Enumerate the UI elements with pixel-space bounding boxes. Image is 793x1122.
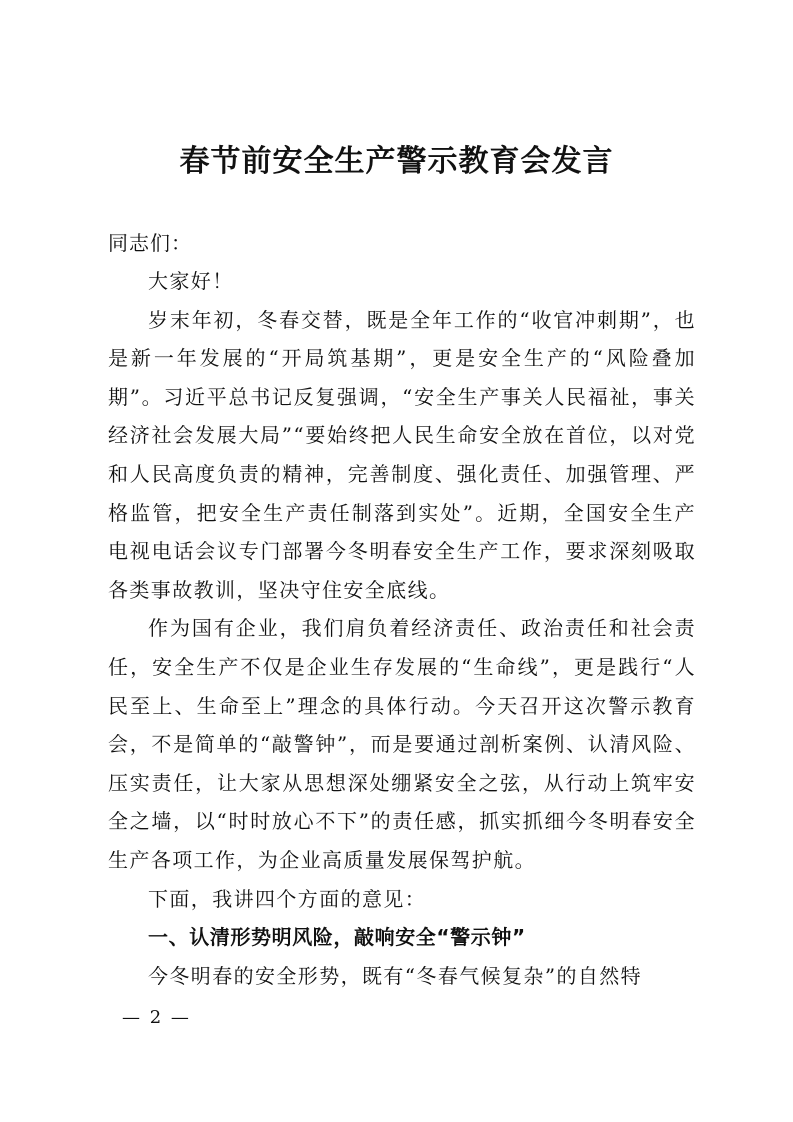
paragraph-intro: 岁末年初，冬春交替，既是全年工作的“收官冲刺期”，也是新一年发展的“开局筑基期”，更是安全生产的“风险叠加期”。习近平总书记反复强调，“安全生产事关人民福祉，事关经济社会发展大局”“要始终把人民生命安全放在首位，以对党和人民高度负责的精神，完善制度、强化责任、加强管理、严格监管，把安全生产责任制落到实处”。近期，全国安全生产电视电话会议专门部署今冬明春安全生产工作，要求深刻吸取各类事故教训，坚决守住安全底线。 (108, 307, 696, 602)
section-heading-1: 一、认清形势明风险，敲响安全“警示钟” (148, 925, 526, 950)
salutation: 同志们： (108, 231, 192, 255)
paragraph-purpose: 作为国有企业，我们肩负着经济责任、政治责任和社会责任，安全生产不仅是企业生存发展的“生命线”，更是践行“人民至上、生命至上”理念的具体行动。今天召开这次警示教育会，不是简单的“敲警钟”，而是要通过剖析案例、认清风险、压实责任，让大家从思想深处绷紧安全之弦，从行动上筑牢安全之墙，以“时时放心不下”的责任感，抓实抓细今冬明春安全生产各项工作，为企业高质量发展保驾护航。 (108, 616, 696, 872)
document-body (108, 224, 696, 995)
document-title: 春节前安全生产警示教育会发言 (179, 144, 614, 179)
page-number: — 2 — (122, 1007, 191, 1028)
paragraph-greeting: 大家好！ (148, 269, 234, 293)
paragraph-section-1: 今冬明春的安全形势，既有“冬春气候复杂”的自然特 (148, 963, 643, 988)
paragraph-outline: 下面，我讲四个方面的意见： (148, 886, 427, 911)
